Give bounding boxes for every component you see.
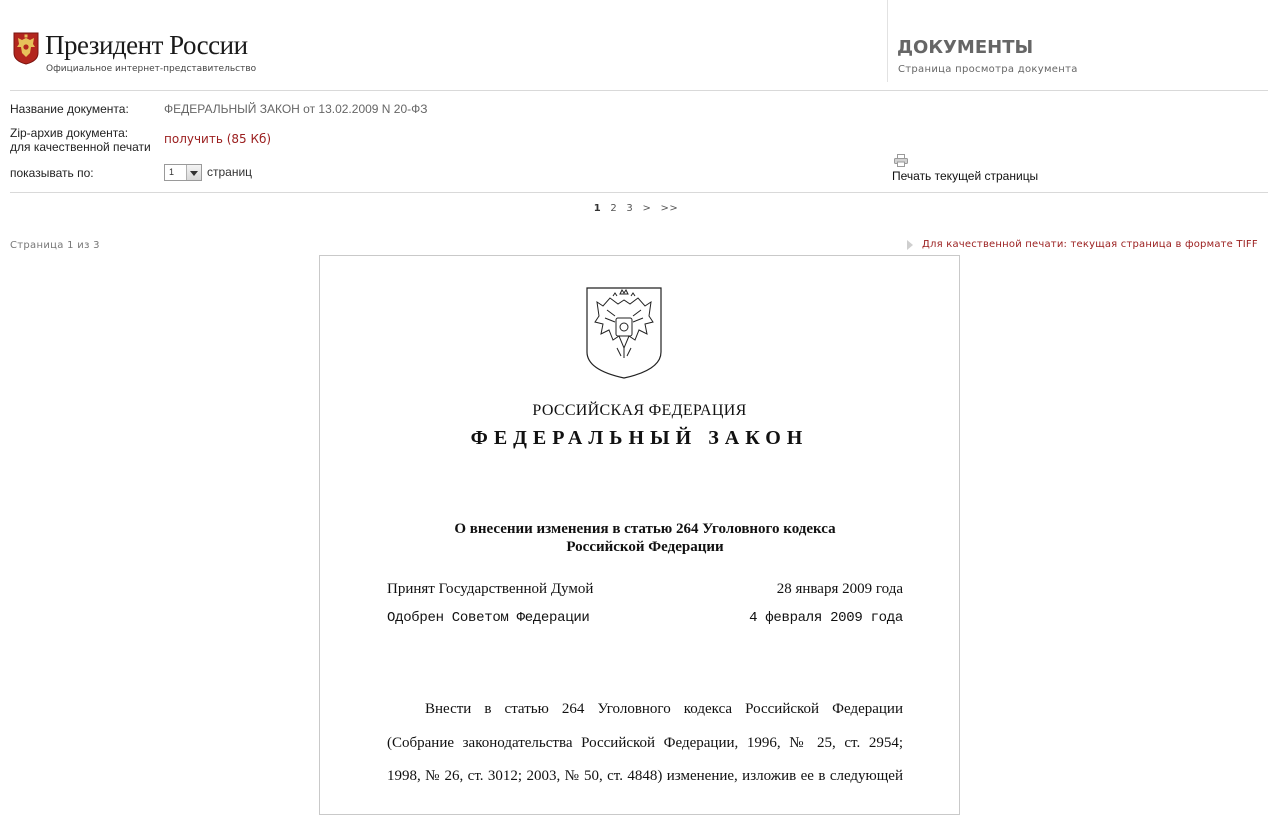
pages-unit-label: страниц	[207, 165, 253, 179]
document-body-line: Внести в статью 264 Уголовного кодекса Российской Федерации	[425, 701, 903, 717]
pagination-page-1[interactable]: 1	[593, 203, 602, 214]
document-type: ФЕДЕРАЛЬНЫЙ ЗАКОН	[470, 427, 809, 449]
arrow-right-icon	[907, 240, 913, 250]
divider	[10, 90, 1268, 91]
section-subtitle: Страница просмотра документа	[898, 64, 1078, 75]
coat-of-arms-logo-icon[interactable]	[12, 31, 40, 65]
document-page	[319, 255, 960, 815]
document-country: РОССИЙСКАЯ ФЕДЕРАЦИЯ	[532, 402, 747, 419]
zip-label-line-2: для качественной печати	[10, 140, 151, 154]
divider	[10, 192, 1268, 193]
document-name-label: Название документа:	[10, 102, 129, 116]
approved-label: Одобрен Советом Федерации	[387, 610, 590, 626]
russian-coat-of-arms-icon	[585, 286, 663, 380]
chevron-down-icon[interactable]	[186, 165, 201, 180]
site-title[interactable]: Президент России	[45, 30, 248, 60]
document-title-line-2: Российской Федерации	[566, 539, 724, 555]
adopted-label: Принят Государственной Думой	[387, 581, 594, 597]
section-title: ДОКУМЕНТЫ	[897, 37, 1034, 58]
zip-label-line-1: Zip-архив документа:	[10, 126, 129, 140]
zip-download-link[interactable]: получить (85 Кб)	[164, 132, 272, 146]
header-divider	[887, 0, 888, 82]
document-title-line-1: О внесении изменения в статью 264 Уголовного кодекса	[454, 521, 836, 537]
document-body-line: (Собрание законодательства Российской Федерации, 1996, № 25, ст. 2954;	[387, 735, 903, 751]
printer-icon[interactable]	[894, 152, 908, 165]
pagination-page-3[interactable]: 3	[626, 203, 634, 214]
pagination-last-button[interactable]: >>	[660, 203, 679, 214]
page-counter: Страница 1 из 3	[10, 240, 100, 251]
document-body-line: 1998, № 26, ст. 3012; 2003, № 50, ст. 4848) изменение, изложив ее в следующей	[387, 768, 903, 784]
adopted-date: 28 января 2009 года	[776, 581, 903, 597]
pages-per-view-label: показывать по:	[10, 166, 94, 180]
pagination-next-button[interactable]: >	[642, 203, 652, 214]
pages-per-view-select[interactable]	[164, 164, 202, 181]
print-current-page-link[interactable]: Печать текущей страницы	[892, 169, 1039, 183]
document-name-value: ФЕДЕРАЛЬНЫЙ ЗАКОН от 13.02.2009 N 20-ФЗ	[164, 102, 428, 116]
pages-per-view-value: 1	[169, 167, 175, 177]
zip-archive-label	[10, 126, 151, 154]
site-subtitle: Официальное интернет-представительство	[46, 64, 257, 74]
pagination-page-2[interactable]: 2	[610, 203, 618, 214]
pagination	[0, 203, 1280, 214]
approved-date: 4 февраля 2009 года	[749, 610, 903, 626]
tiff-download-link[interactable]: Для качественной печати: текущая страница в формате TIFF	[922, 239, 1258, 250]
